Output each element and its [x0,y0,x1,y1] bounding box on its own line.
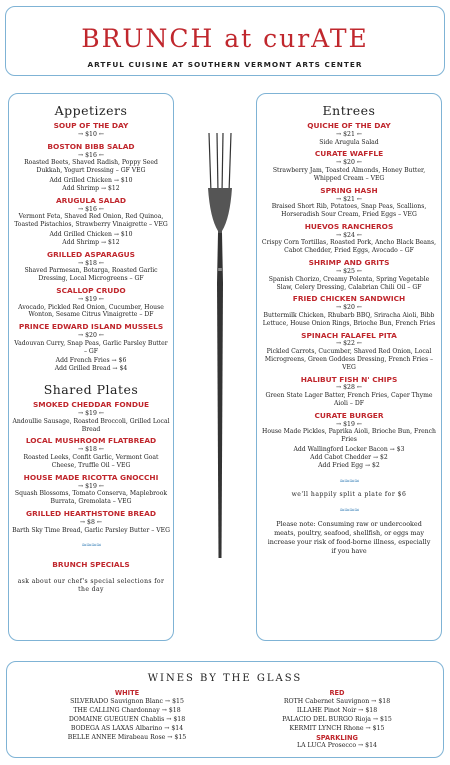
wine-item: KERMIT LYNCH Rhone → $15 [289,724,385,732]
menu-item-description: Avocado, Pickled Red Onion, Cucumber, House Wonton, Sesame Citrus Vinaigrette – DF [18,303,164,319]
appetizers-panel [8,93,174,641]
red-heading: RED [329,689,345,697]
menu-title: BRUNCH at curATE [81,24,369,53]
menu-item-description: Vermont Feta, Shaved Red Onion, Red Quinoa, Toasted Pistachios, Strawberry Vinaigrette – VEG [14,213,168,229]
menu-item-addon: Add Fried Egg → $2 [318,461,380,469]
menu-item-addon: Add Shrimp → $12 [62,184,120,192]
menu-item-price: → $21 ← [335,130,363,138]
menu-item-price: → $19 ← [77,410,105,418]
menu-item-price: → $20 ← [335,159,363,167]
menu-item-price: → $28 ← [335,384,363,392]
menu-item-price: → $20 ← [335,304,363,312]
menu-item-price: → $19 ← [77,295,105,303]
shared-plates-heading: Shared Plates [43,382,139,398]
entrees-panel [256,93,442,641]
menu-item-price: → $25 ← [335,267,363,275]
wine-item: LA LUCA Prosecco → $14 [297,742,377,750]
menu-item-name: ARUGULA SALAD [55,195,127,205]
menu-item-name: GRILLED ASPARAGUS [47,249,135,259]
menu-item-addons [257,446,441,470]
menu-item-description: Braised Short Rib, Potatoes, Snap Peas, Scallions, Horseradish Sour Cream, Fried Eggs – VEG [271,203,427,219]
menu-item-description: Spanish Chorizo, Creamy Polenta, Spring Vegetable Slaw, Celery Dressing, Calabrian Chili Oil – GF [268,275,430,291]
menu-item-addons [9,357,173,373]
menu-item-name: HUEVOS RANCHEROS [304,221,394,231]
menu-subtitle: ARTFUL CUISINE AT SOUTHERN VERMONT ARTS CENTER [87,60,363,69]
menu-item-name: SOUP OF THE DAY [53,121,129,130]
appetizers-heading: Appetizers [54,103,128,118]
menu-item-name: BOSTON BIBB SALAD [47,141,135,151]
red-wines [247,689,427,751]
menu-item-price: → $18 ← [77,446,105,454]
menu-item-addon: Add Shrimp → $12 [62,238,120,246]
menu-item-price: → $24 ← [335,231,363,239]
menu-item-name: HOUSE MADE RICOTTA GNOCCHI [23,472,159,482]
menu-item-name: LOCAL MUSHROOM FLATBREAD [25,436,157,446]
white-wines [37,689,217,742]
menu-item-price: → $19 ← [335,420,363,428]
menu-item-name: FRIED CHICKEN SANDWICH [292,294,406,304]
menu-item-addon: Add Wallingford Locker Bacon → $3 [293,445,405,453]
wine-item: ROTH Cabernet Sauvignon → $18 [283,697,391,705]
wine-item: SILVERADO Sauvignon Blanc → $15 [70,697,184,705]
menu-item-price: → $16 ← [77,205,105,213]
menu-item-addon: Add Grilled Chicken → $10 [49,230,133,238]
menu-item-name: SPRING HASH [320,185,378,195]
divider-ornament: ≈≈≈≈ [81,541,101,550]
divider-ornament: ≈≈≈≈ [339,505,359,514]
wine-item: PALACIO DEL BURGO Rioja → $15 [282,715,392,723]
wines-heading: WINES BY THE GLASS [147,673,303,684]
specials-title: BRUNCH SPECIALS [52,560,130,570]
menu-item-name: GRILLED HEARTHSTONE BREAD [26,508,156,518]
menu-item-addons [9,231,173,247]
specials-text: ask about our chef's special selections for the day [17,578,165,593]
menu-item-description: Strawberry Jam, Toasted Almonds, Honey Butter, Whipped Cream – VEG [272,167,426,182]
menu-item-description: Pickled Carrots, Cucumber, Shaved Red Onion, Local Microgreens, Green Goddess Dressing, French Fries – VEG [264,348,434,371]
white-heading: WHITE [114,689,140,697]
menu-item-description: Andoullie Sausage, Roasted Broccoli, Grilled Local Bread [12,417,170,433]
food-safety-note: Please note: Consuming raw or undercooked meats, poultry, seafood, shellfish, or eggs may increase your risk of food-borne illness, especially if you have [267,519,431,556]
menu-item-description: Roasted Leeks, Confit Garlic, Vermont Goat Cheese, Truffle Oil – VEG [23,454,159,469]
menu-item-description: Roasted Beets, Shaved Radish, Poppy Seed Dukkah, Yogurt Dressing – GF VEG [24,159,158,175]
wine-item: DOMAINE GUEGUEN Chablis → $18 [68,715,186,723]
menu-item-name: SHRIMP AND GRITS [308,258,390,268]
menu-item-price: → $22 ← [335,340,363,348]
divider-ornament: ≈≈≈≈ [339,476,359,485]
menu-item-description: Crispy Corn Tortillas, Roasted Pork, Ancho Black Beans, Cabot Chedder, Fried Eggs, Avocado – GF [261,239,437,255]
entrees-column [257,94,441,557]
menu-header [5,6,445,76]
menu-item-addon: Add Cabot Chedder → $2 [310,453,388,461]
menu-item-description: House Made Pickles, Paprika Aioli, Brioche Bun, French Fries [262,428,436,444]
menu-item-description: Shaved Parmesan, Botarga, Roasted Garlic Dressing, Local Microgreens – GF [24,267,158,283]
split-plate-note: we'll happily split a plate for $6 [291,490,407,498]
menu-item-addon: Add Grilled Chicken → $10 [49,176,133,184]
menu-item-description: Buttermilk Chicken, Rhubarb BBQ, Sriracha Aioli, Bibb Lettuce, House Onion Rings, Brioche Bun, French Fries [262,311,436,327]
entrees-heading: Entrees [322,103,376,118]
wine-item: BODEGA AS LAXAS Albarino → $14 [70,724,184,732]
menu-item-addon: Add French Fries → $6 [55,357,127,365]
menu-item-price: → $20 ← [77,332,105,340]
wine-item: THE CALLING Chardonnay → $18 [73,706,181,714]
wine-item: ILLAHE Pinot Noir → $18 [296,706,378,714]
menu-item-name: PRINCE EDWARD ISLAND MUSSELS [18,322,164,332]
menu-item-description: Barth Sky Time Bread, Garlic Parsley Butter – VEG [12,526,170,534]
menu-item-name: SMOKED CHEDDAR FONDUE [32,400,150,410]
fork-icon [200,133,240,558]
menu-item-description: Vadouvan Curry, Snap Peas, Garlic Parsley Butter – GF [14,339,168,355]
sparkling-heading: SPARKLING [316,733,358,742]
menu-item-name: CURATE WAFFLE [314,149,384,159]
menu-item-name: CURATE BURGER [314,410,384,420]
wines-panel [6,661,444,758]
menu-item-addons [9,177,173,193]
menu-item-price: → $18 ← [77,259,105,267]
menu-item-price: → $10 ← [77,130,105,138]
menu-item-addon: Add Grilled Bread → $4 [54,365,128,373]
menu-item-price: → $19 ← [77,482,105,490]
wine-item: BELLE ANNEE Mirabeau Rose → $15 [67,733,187,741]
menu-item-name: HALIBUT FISH N' CHIPS [300,374,398,384]
menu-item-description: Squash Blossoms, Tomato Conserva, Maplebrook Burrata, Gremolata – VEG [14,490,168,506]
menu-item-name: SPINACH FALAFEL PITA [301,330,397,340]
appetizers-column [9,94,173,594]
menu-item-name: SCALLOP CRUDO [56,285,126,295]
menu-item-description: Side Arugula Salad [319,138,379,146]
menu-item-price: → $16 ← [77,151,105,159]
menu-item-description: Green State Lager Batter, French Fries, Caper Thyme Aioli – DF [265,392,433,407]
menu-item-price: → $21 ← [335,195,363,203]
menu-item-name: QUICHE OF THE DAY [307,121,391,130]
menu-item-price: → $8 ← [79,518,103,526]
